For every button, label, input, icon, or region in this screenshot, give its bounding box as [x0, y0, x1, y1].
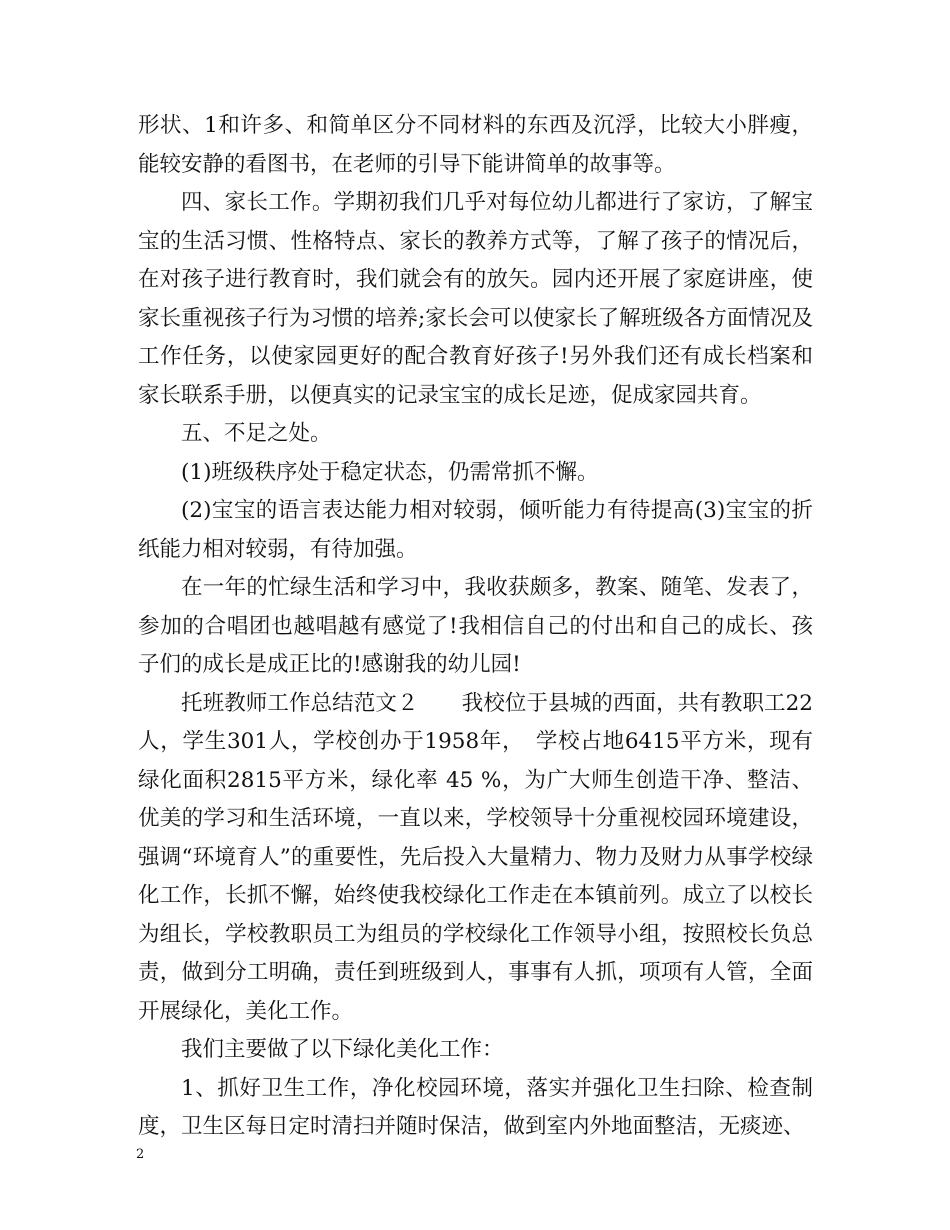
paragraph: 1、抓好卫生工作，净化校园环境，落实并强化卫生扫除、检查制度，卫生区每日定时清扫并随时保洁，做到室内外地面整洁，无痰迹、: [138, 1075, 813, 1139]
body-text: [138, 107, 813, 1147]
paragraph: 在一年的忙绿生活和学习中，我收获颇多，教案、随笔、发表了，参加的合唱团也越唱越有感觉了!我相信自己的付出和自己的成长、孩子们的成长是成正比的!感谢我的幼儿园!: [138, 575, 813, 677]
paragraph: 托班教师工作总结范文２ 我校位于县城的西面，共有教职工22人，学生301人，学校创办于1958年， 学校占地6415平方米，现有绿化面积2815平方米，绿化率 45 %，为广大师生创造干净、整洁、优美的学习和生活环境，一直以来，学校领导十分重视校园环境建设，强调“环境育人”的重要性，先后投入大量精力、物力及财力从事学校绿化工作，长抓不懈，始终使我校绿化工作走在本镇前列。成立了以校长为组长，学校教职员工为组员的学校绿化工作领导小组，按照校长负总责，做到分工明确，责任到班级到人，事事有人抓，项项有人管，全面开展绿化，美化工作。: [138, 690, 813, 1024]
page-number: 2: [136, 1147, 145, 1162]
paragraph: (2)宝宝的语言表达能力相对较弱，倾听能力有待提高(3)宝宝的折纸能力相对较弱，有待加强。: [138, 498, 813, 562]
paragraph: 我们主要做了以下绿化美化工作：: [181, 1037, 504, 1062]
paragraph: (1)班级秩序处于稳定状态，仍需常抓不懈。: [181, 459, 599, 485]
paragraph: 形状、1和许多、和简单区分不同材料的东西及沉浮，比较大小胖瘦，能较安静的看图书，在老师的引导下能讲简单的故事等。: [138, 113, 813, 177]
paragraph: 四、家长工作。学期初我们几乎对每位幼儿都进行了家访，了解宝宝的生活习惯、性格特点、家长的教养方式等，了解了孩子的情况后，在对孩子进行教育时，我们就会有的放矢。园内还开展了家庭讲座，使家长重视孩子行为习惯的培养;家长会可以使家长了解班级各方面情况及工作任务，以使家园更好的配合教育好孩子!另外我们还有成长档案和家长联系手册，以便真实的记录宝宝的成长足迹，促成家园共育。: [138, 190, 813, 408]
paragraph: 五、不足之处。: [181, 421, 332, 446]
